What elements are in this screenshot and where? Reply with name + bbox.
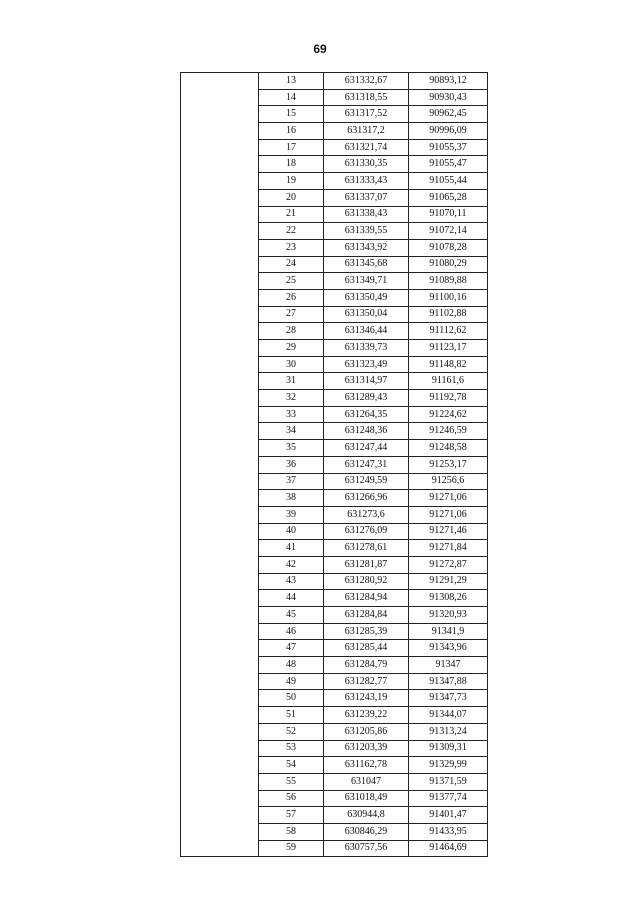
y-coordinate-cell: 91341,9 <box>409 623 488 640</box>
point-number-cell: 28 <box>259 323 324 340</box>
x-coordinate-cell: 631285,39 <box>324 623 409 640</box>
x-coordinate-cell: 631323,49 <box>324 356 409 373</box>
merged-empty-cell <box>181 73 259 857</box>
point-number-cell: 50 <box>259 690 324 707</box>
x-coordinate-cell: 630846,29 <box>324 823 409 840</box>
y-coordinate-cell: 91344,07 <box>409 707 488 724</box>
point-number-cell: 32 <box>259 390 324 407</box>
point-number-cell: 24 <box>259 256 324 273</box>
x-coordinate-cell: 631339,73 <box>324 340 409 357</box>
y-coordinate-cell: 91329,99 <box>409 757 488 774</box>
x-coordinate-cell: 630944,8 <box>324 807 409 824</box>
y-coordinate-cell: 90893,12 <box>409 73 488 90</box>
point-number-cell: 49 <box>259 673 324 690</box>
x-coordinate-cell: 631339,55 <box>324 223 409 240</box>
x-coordinate-cell: 631205,86 <box>324 723 409 740</box>
point-number-cell: 30 <box>259 356 324 373</box>
y-coordinate-cell: 91112,62 <box>409 323 488 340</box>
y-coordinate-cell: 91291,29 <box>409 573 488 590</box>
x-coordinate-cell: 631243,19 <box>324 690 409 707</box>
y-coordinate-cell: 91308,26 <box>409 590 488 607</box>
y-coordinate-cell: 91100,16 <box>409 289 488 306</box>
point-number-cell: 43 <box>259 573 324 590</box>
y-coordinate-cell: 91065,28 <box>409 189 488 206</box>
point-number-cell: 13 <box>259 73 324 90</box>
y-coordinate-cell: 91161,6 <box>409 373 488 390</box>
y-coordinate-cell: 91371,59 <box>409 773 488 790</box>
table-row <box>181 73 488 90</box>
y-coordinate-cell: 91309,31 <box>409 740 488 757</box>
y-coordinate-cell: 91313,24 <box>409 723 488 740</box>
x-coordinate-cell: 631317,2 <box>324 123 409 140</box>
point-number-cell: 56 <box>259 790 324 807</box>
y-coordinate-cell: 91347 <box>409 657 488 674</box>
y-coordinate-cell: 91401,47 <box>409 807 488 824</box>
y-coordinate-cell: 91123,17 <box>409 340 488 357</box>
x-coordinate-cell: 631321,74 <box>324 139 409 156</box>
x-coordinate-cell: 631346,44 <box>324 323 409 340</box>
point-number-cell: 53 <box>259 740 324 757</box>
y-coordinate-cell: 91272,87 <box>409 556 488 573</box>
x-coordinate-cell: 631343,92 <box>324 239 409 256</box>
y-coordinate-cell: 91148,82 <box>409 356 488 373</box>
point-number-cell: 37 <box>259 473 324 490</box>
y-coordinate-cell: 91464,69 <box>409 840 488 857</box>
point-number-cell: 57 <box>259 807 324 824</box>
x-coordinate-cell: 631239,22 <box>324 707 409 724</box>
x-coordinate-cell: 631264,35 <box>324 406 409 423</box>
x-coordinate-cell: 631333,43 <box>324 173 409 190</box>
x-coordinate-cell: 631203,39 <box>324 740 409 757</box>
y-coordinate-cell: 91271,46 <box>409 523 488 540</box>
y-coordinate-cell: 91347,88 <box>409 673 488 690</box>
y-coordinate-cell: 91433,95 <box>409 823 488 840</box>
x-coordinate-cell: 631332,67 <box>324 73 409 90</box>
y-coordinate-cell: 91271,84 <box>409 540 488 557</box>
x-coordinate-cell: 630757,56 <box>324 840 409 857</box>
x-coordinate-cell: 631338,43 <box>324 206 409 223</box>
y-coordinate-cell: 91224,62 <box>409 406 488 423</box>
y-coordinate-cell: 91271,06 <box>409 506 488 523</box>
y-coordinate-cell: 91089,88 <box>409 273 488 290</box>
coordinates-table <box>180 72 488 857</box>
point-number-cell: 46 <box>259 623 324 640</box>
y-coordinate-cell: 91343,96 <box>409 640 488 657</box>
point-number-cell: 15 <box>259 106 324 123</box>
point-number-cell: 22 <box>259 223 324 240</box>
point-number-cell: 33 <box>259 406 324 423</box>
x-coordinate-cell: 631350,49 <box>324 289 409 306</box>
point-number-cell: 54 <box>259 757 324 774</box>
x-coordinate-cell: 631249,59 <box>324 473 409 490</box>
point-number-cell: 44 <box>259 590 324 607</box>
x-coordinate-cell: 631317,52 <box>324 106 409 123</box>
point-number-cell: 45 <box>259 607 324 624</box>
x-coordinate-cell: 631276,09 <box>324 523 409 540</box>
x-coordinate-cell: 631247,44 <box>324 440 409 457</box>
y-coordinate-cell: 91246,59 <box>409 423 488 440</box>
y-coordinate-cell: 91377,74 <box>409 790 488 807</box>
point-number-cell: 40 <box>259 523 324 540</box>
point-number-cell: 35 <box>259 440 324 457</box>
point-number-cell: 29 <box>259 340 324 357</box>
x-coordinate-cell: 631289,43 <box>324 390 409 407</box>
point-number-cell: 25 <box>259 273 324 290</box>
point-number-cell: 58 <box>259 823 324 840</box>
y-coordinate-cell: 90996,09 <box>409 123 488 140</box>
x-coordinate-cell: 631284,94 <box>324 590 409 607</box>
x-coordinate-cell: 631273,6 <box>324 506 409 523</box>
point-number-cell: 31 <box>259 373 324 390</box>
point-number-cell: 23 <box>259 239 324 256</box>
y-coordinate-cell: 91248,58 <box>409 440 488 457</box>
point-number-cell: 48 <box>259 657 324 674</box>
x-coordinate-cell: 631350,04 <box>324 306 409 323</box>
y-coordinate-cell: 91055,47 <box>409 156 488 173</box>
y-coordinate-cell: 91055,37 <box>409 139 488 156</box>
x-coordinate-cell: 631278,61 <box>324 540 409 557</box>
x-coordinate-cell: 631318,55 <box>324 89 409 106</box>
x-coordinate-cell: 631248,36 <box>324 423 409 440</box>
y-coordinate-cell: 90930,43 <box>409 89 488 106</box>
x-coordinate-cell: 631018,49 <box>324 790 409 807</box>
x-coordinate-cell: 631266,96 <box>324 490 409 507</box>
y-coordinate-cell: 91271,06 <box>409 490 488 507</box>
point-number-cell: 17 <box>259 139 324 156</box>
point-number-cell: 39 <box>259 506 324 523</box>
x-coordinate-cell: 631282,77 <box>324 673 409 690</box>
coordinates-table-body <box>181 73 488 857</box>
x-coordinate-cell: 631281,87 <box>324 556 409 573</box>
y-coordinate-cell: 91320,93 <box>409 607 488 624</box>
point-number-cell: 55 <box>259 773 324 790</box>
y-coordinate-cell: 91070,11 <box>409 206 488 223</box>
y-coordinate-cell: 91253,17 <box>409 456 488 473</box>
point-number-cell: 26 <box>259 289 324 306</box>
point-number-cell: 47 <box>259 640 324 657</box>
x-coordinate-cell: 631280,92 <box>324 573 409 590</box>
x-coordinate-cell: 631314,97 <box>324 373 409 390</box>
x-coordinate-cell: 631337,07 <box>324 189 409 206</box>
point-number-cell: 21 <box>259 206 324 223</box>
y-coordinate-cell: 91192,78 <box>409 390 488 407</box>
x-coordinate-cell: 631247,31 <box>324 456 409 473</box>
point-number-cell: 14 <box>259 89 324 106</box>
point-number-cell: 36 <box>259 456 324 473</box>
y-coordinate-cell: 91102,88 <box>409 306 488 323</box>
x-coordinate-cell: 631330,35 <box>324 156 409 173</box>
x-coordinate-cell: 631284,79 <box>324 657 409 674</box>
point-number-cell: 59 <box>259 840 324 857</box>
x-coordinate-cell: 631047 <box>324 773 409 790</box>
point-number-cell: 42 <box>259 556 324 573</box>
y-coordinate-cell: 90962,45 <box>409 106 488 123</box>
page-number: 69 <box>313 42 327 56</box>
y-coordinate-cell: 91080,29 <box>409 256 488 273</box>
point-number-cell: 38 <box>259 490 324 507</box>
y-coordinate-cell: 91078,28 <box>409 239 488 256</box>
point-number-cell: 19 <box>259 173 324 190</box>
x-coordinate-cell: 631285,44 <box>324 640 409 657</box>
x-coordinate-cell: 631349,71 <box>324 273 409 290</box>
x-coordinate-cell: 631345,68 <box>324 256 409 273</box>
y-coordinate-cell: 91347,73 <box>409 690 488 707</box>
point-number-cell: 51 <box>259 707 324 724</box>
x-coordinate-cell: 631284,84 <box>324 607 409 624</box>
point-number-cell: 18 <box>259 156 324 173</box>
point-number-cell: 41 <box>259 540 324 557</box>
y-coordinate-cell: 91256,6 <box>409 473 488 490</box>
point-number-cell: 27 <box>259 306 324 323</box>
y-coordinate-cell: 91072,14 <box>409 223 488 240</box>
y-coordinate-cell: 91055,44 <box>409 173 488 190</box>
point-number-cell: 52 <box>259 723 324 740</box>
point-number-cell: 20 <box>259 189 324 206</box>
point-number-cell: 34 <box>259 423 324 440</box>
x-coordinate-cell: 631162,78 <box>324 757 409 774</box>
point-number-cell: 16 <box>259 123 324 140</box>
